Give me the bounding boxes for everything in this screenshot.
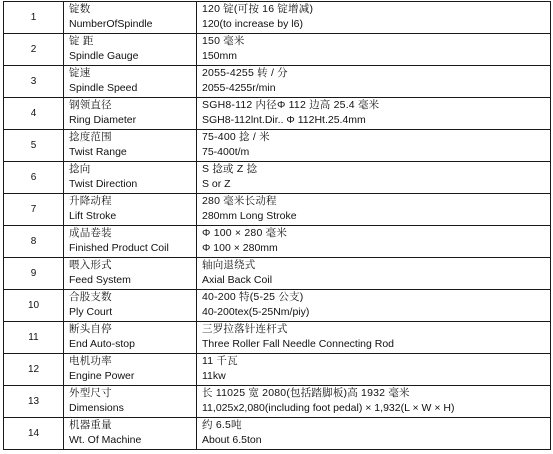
- parameter-value-english: About 6.5ton: [202, 434, 262, 447]
- parameter-name-cell: [64, 354, 197, 386]
- parameter-value-english: 75-400t/m: [202, 146, 250, 159]
- parameter-value-english: 40-200tex(5-25Nm/piy): [202, 306, 310, 319]
- parameter-name-chinese: 机器重量: [69, 419, 112, 431]
- parameter-name-cell: [64, 418, 197, 450]
- parameter-name-chinese: 断头自停: [69, 323, 112, 335]
- row-number: 11: [4, 322, 64, 354]
- parameter-value-chinese: 轴向退绕式: [202, 259, 256, 271]
- table-row: [4, 322, 551, 354]
- parameter-value-english: Φ 100 × 280mm: [202, 242, 278, 255]
- parameter-value-chinese: 11 千瓦: [202, 355, 238, 367]
- parameter-name-english: End Auto-stop: [69, 338, 135, 351]
- row-number: 5: [4, 130, 64, 162]
- parameter-name-chinese: 锭速: [69, 67, 91, 79]
- parameter-name-english: Wt. Of Machine: [69, 434, 142, 447]
- table-row: [4, 418, 551, 450]
- parameter-value-english: 150mm: [202, 50, 238, 63]
- parameter-name-chinese: 捻向: [69, 163, 91, 175]
- parameter-value-chinese: 三罗拉落针连杆式: [202, 323, 288, 335]
- parameter-name-english: Dimensions: [69, 402, 124, 415]
- row-number: 13: [4, 386, 64, 418]
- parameter-value-chinese: 280 毫米长动程: [202, 195, 277, 207]
- row-number: 10: [4, 290, 64, 322]
- table-row: [4, 66, 551, 98]
- parameter-value-cell: [197, 386, 551, 418]
- parameter-name-cell: [64, 34, 197, 66]
- parameter-name-english: Spindle Gauge: [69, 50, 139, 63]
- parameter-name-chinese: 捻度范围: [69, 131, 112, 143]
- parameter-value-cell: [197, 290, 551, 322]
- parameter-name-cell: [64, 322, 197, 354]
- table-row: [4, 162, 551, 194]
- parameter-value-english: S or Z: [202, 178, 231, 191]
- spec-table-body: [4, 2, 551, 450]
- parameter-value-cell: [197, 66, 551, 98]
- table-row: [4, 130, 551, 162]
- parameter-name-chinese: 锭 距: [69, 35, 94, 47]
- parameter-name-english: Twist Range: [69, 146, 127, 159]
- parameter-value-english: Axial Back Coil: [202, 274, 273, 287]
- parameter-value-cell: [197, 322, 551, 354]
- row-number: 6: [4, 162, 64, 194]
- table-row: [4, 34, 551, 66]
- parameter-value-english: 2055-4255r/min: [202, 82, 276, 95]
- parameter-name-english: Finished Product Coil: [69, 242, 169, 255]
- row-number: 7: [4, 194, 64, 226]
- parameter-value-chinese: 约 6.5吨: [202, 419, 242, 431]
- parameter-name-cell: [64, 258, 197, 290]
- table-row: [4, 226, 551, 258]
- parameter-name-english: Ring Diameter: [69, 114, 137, 127]
- parameter-name-chinese: 钢领直径: [69, 99, 112, 111]
- parameter-name-cell: [64, 226, 197, 258]
- parameter-value-english: SGH8-112lnt.Dir.. Φ 112Ht.25.4mm: [202, 114, 366, 127]
- parameter-name-cell: [64, 290, 197, 322]
- table-row: [4, 258, 551, 290]
- parameter-value-cell: [197, 258, 551, 290]
- table-row: [4, 386, 551, 418]
- parameter-value-chinese: Φ 100 × 280 毫米: [202, 227, 288, 239]
- parameter-value-chinese: 150 毫米: [202, 35, 245, 47]
- parameter-value-chinese: 120 锭(可按 16 锭增减): [202, 3, 314, 15]
- parameter-value-cell: [197, 418, 551, 450]
- parameter-value-english: Three Roller Fall Needle Connecting Rod: [202, 338, 395, 351]
- parameter-value-chinese: 40-200 特(5-25 公支): [202, 291, 304, 303]
- parameter-name-chinese: 成品卷装: [69, 227, 112, 239]
- parameter-name-english: Spindle Speed: [69, 82, 138, 95]
- parameter-name-english: Lift Stroke: [69, 210, 117, 223]
- row-number: 1: [4, 2, 64, 34]
- parameter-value-cell: [197, 194, 551, 226]
- row-number: 2: [4, 34, 64, 66]
- parameter-name-cell: [64, 386, 197, 418]
- parameter-value-english: 11,025x2,080(including foot pedal) × 1,932(L × W × H): [202, 402, 455, 415]
- row-number: 4: [4, 98, 64, 130]
- parameter-value-cell: [197, 162, 551, 194]
- parameter-value-chinese: S 捻或 Z 捻: [202, 163, 258, 175]
- row-number: 12: [4, 354, 64, 386]
- table-row: [4, 98, 551, 130]
- parameter-name-english: Ply Court: [69, 306, 113, 319]
- parameter-value-chinese: 75-400 捻 / 米: [202, 131, 270, 143]
- parameter-name-cell: [64, 130, 197, 162]
- parameter-name-chinese: 喂入形式: [69, 259, 112, 271]
- parameter-name-chinese: 合股支数: [69, 291, 112, 303]
- table-row: [4, 290, 551, 322]
- parameter-name-english: Engine Power: [69, 370, 135, 383]
- parameter-name-cell: [64, 66, 197, 98]
- parameter-name-english: NumberOfSpindle: [69, 18, 153, 31]
- parameter-name-english: Twist Direction: [69, 178, 138, 191]
- parameter-value-cell: [197, 354, 551, 386]
- row-number: 9: [4, 258, 64, 290]
- parameter-name-cell: [64, 194, 197, 226]
- parameter-value-english: 280mm Long Stroke: [202, 210, 297, 223]
- parameter-value-chinese: 长 11025 宽 2080(包括踏脚板)高 1932 毫米: [202, 387, 410, 399]
- row-number: 3: [4, 66, 64, 98]
- parameter-name-chinese: 外型尺寸: [69, 387, 112, 399]
- parameter-name-english: Feed System: [69, 274, 131, 287]
- parameter-value-chinese: SGH8-112 内径Φ 112 边高 25.4 毫米: [202, 99, 380, 111]
- parameter-name-cell: [64, 162, 197, 194]
- table-row: [4, 354, 551, 386]
- parameter-name-cell: [64, 2, 197, 34]
- parameter-value-cell: [197, 130, 551, 162]
- parameter-value-english: 120(to increase by l6): [202, 18, 303, 31]
- parameter-value-chinese: 2055-4255 转 / 分: [202, 67, 288, 79]
- parameter-name-cell: [64, 98, 197, 130]
- parameter-name-chinese: 电机功率: [69, 355, 112, 367]
- parameter-value-cell: [197, 2, 551, 34]
- parameter-name-chinese: 升降动程: [69, 195, 112, 207]
- spec-table: [3, 1, 551, 450]
- table-row: [4, 194, 551, 226]
- parameter-value-cell: [197, 226, 551, 258]
- parameter-value-cell: [197, 98, 551, 130]
- row-number: 14: [4, 418, 64, 450]
- parameter-value-cell: [197, 34, 551, 66]
- table-row: [4, 2, 551, 34]
- parameter-value-english: 11kw: [202, 370, 226, 383]
- row-number: 8: [4, 226, 64, 258]
- parameter-name-chinese: 锭数: [69, 3, 91, 15]
